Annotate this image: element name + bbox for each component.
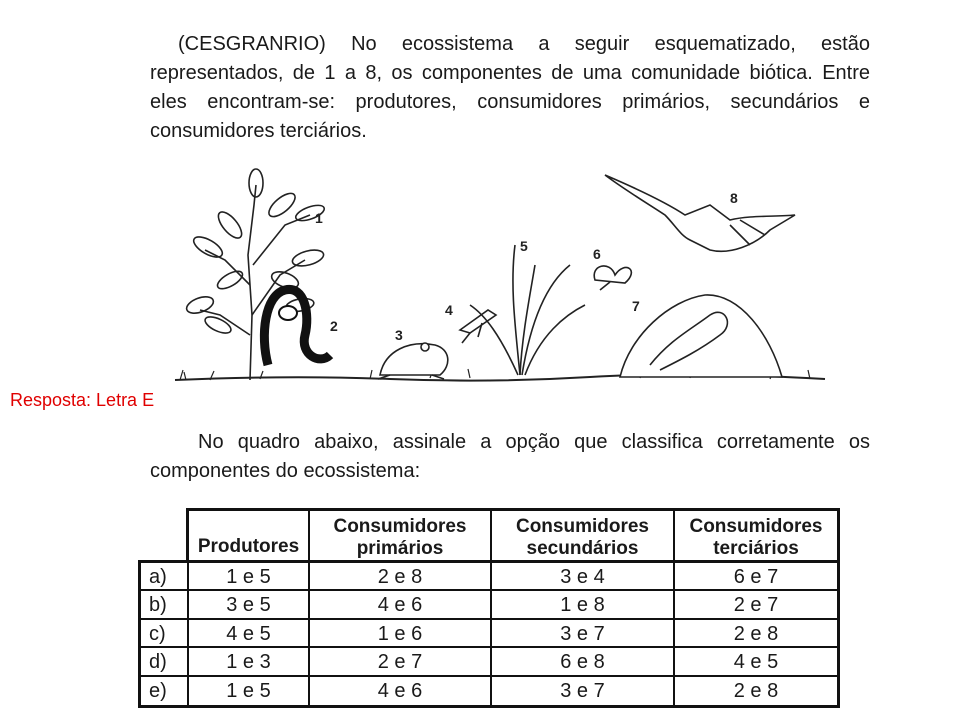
table-row-e[interactable] [141, 677, 837, 705]
scene-number-1: 1 [315, 210, 323, 226]
table-cell: 1 e 8 [492, 591, 675, 617]
answer-label: Resposta: Letra E [10, 390, 155, 410]
hawk-8 [605, 175, 795, 251]
table-cell: 2 e 7 [733, 594, 779, 617]
table-body [138, 560, 840, 708]
frog-3 [378, 343, 448, 379]
snake-2 [264, 289, 330, 365]
table-cell: 4 e 6 [310, 591, 492, 617]
classification-table [138, 508, 840, 708]
table-cell: 4 e 5 [733, 651, 779, 674]
option-label: a) [141, 563, 189, 589]
intro-paragraph [150, 30, 870, 146]
table-header [186, 508, 840, 560]
option-label: d) [141, 648, 189, 674]
rock-lizard-7 [620, 295, 782, 377]
option-label: b) [141, 591, 189, 617]
table-cell: 1 e 5 [189, 677, 310, 705]
table-cell: 2 e 8 [733, 679, 779, 702]
header-consumidores-primarios: Consumidores primários [310, 511, 492, 560]
table-row-a[interactable] [141, 563, 837, 591]
option-label: e) [141, 677, 189, 705]
question-text: No quadro abaixo, assinale a opção que classifica corretamente os componentes do ecossistema: [150, 431, 870, 482]
table-cell: 2 e 8 [733, 622, 779, 645]
table-cell: 3 e 4 [492, 563, 675, 589]
table-cell: 4 e 6 [310, 677, 492, 705]
header-produtores: Produtores [189, 511, 310, 560]
header-consumidores-secundarios: Consumidores secundários [492, 511, 675, 560]
butterfly-6 [594, 266, 631, 290]
scene-number-2: 2 [330, 318, 338, 334]
table-cell: 3 e 7 [492, 620, 675, 646]
scene-number-5: 5 [520, 238, 528, 254]
table-cell: 3 e 5 [189, 591, 310, 617]
table-row-c[interactable] [141, 620, 837, 648]
intro-text: (CESGRANRIO) No ecossistema a seguir esquematizado, estão representados, de 1 a 8, os componentes de uma comunidade biótica. Entre eles encontram-se: produtores, consumidores primários, secundários e consumidores terciários. [150, 33, 870, 142]
table-cell: 6 e 7 [733, 566, 779, 588]
table-row-d[interactable] [141, 648, 837, 676]
table-row-b[interactable] [141, 591, 837, 619]
table-cell: 3 e 7 [492, 677, 675, 705]
scene-number-4: 4 [445, 302, 453, 318]
table-cell: 2 e 7 [310, 648, 492, 674]
question-paragraph [150, 428, 870, 486]
table-cell: 2 e 8 [310, 563, 492, 589]
table-cell: 1 e 6 [310, 620, 492, 646]
header-consumidores-terciarios: Consumidores terciários [689, 516, 823, 559]
scene-number-3: 3 [395, 327, 403, 343]
scene-number-7: 7 [632, 298, 640, 314]
table-cell: 6 e 8 [492, 648, 675, 674]
ecosystem-illustration [170, 165, 830, 390]
table-cell: 4 e 5 [189, 620, 310, 646]
table-cell: 1 e 3 [189, 648, 310, 674]
scene-number-8: 8 [730, 190, 738, 206]
scene-number-6: 6 [593, 246, 601, 262]
table-cell: 1 e 5 [189, 563, 310, 589]
option-label: c) [141, 620, 189, 646]
